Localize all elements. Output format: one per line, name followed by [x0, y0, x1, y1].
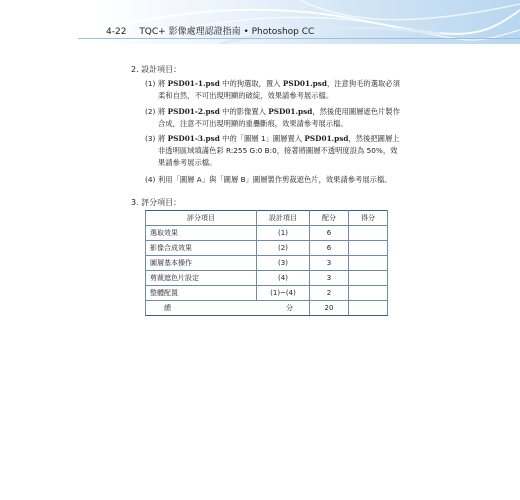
table-row: [146, 286, 388, 301]
column-header: 評分項目: [146, 211, 257, 226]
file-name: PSD01.psd: [268, 107, 313, 116]
total-label: 總 分: [146, 301, 310, 316]
item-number: (1): [145, 79, 156, 88]
table-cell: [349, 226, 388, 241]
column-header: 得分: [349, 211, 388, 226]
table-cell: 剪裁遮色片設定: [146, 271, 257, 286]
file-name: PSD01.psd: [282, 79, 327, 88]
table-cell: (4): [257, 271, 310, 286]
design-item-1: [145, 78, 400, 102]
table-cell: 6: [310, 241, 349, 256]
table-cell: [349, 256, 388, 271]
table-cell: 影像合成效果: [146, 241, 257, 256]
table-row: [146, 256, 388, 271]
table-cell: 選取效果: [146, 226, 257, 241]
table-cell: 6: [310, 226, 349, 241]
item-text: 將 PSD01-3.psd 中的「圖層 1」圖層置入 PSD01.psd，然後把圖層上非透明區域填滿色彩 R:255 G:0 B:0，接著將圖層不透明度設為 50%，效果請參考展示檔。: [158, 134, 400, 167]
table-cell: 3: [310, 256, 349, 271]
item-text: 利用「圖層 A」與「圖層 B」圖層製作剪裁遮色片，效果請參考展示檔。: [158, 175, 392, 184]
table-cell: (1): [257, 226, 310, 241]
item-number: (3): [145, 134, 156, 143]
total-points: 20: [310, 301, 349, 316]
table-cell: 圖層基本操作: [146, 256, 257, 271]
table-cell: (3): [257, 256, 310, 271]
scoring-table: [145, 210, 388, 316]
table-row: [146, 271, 388, 286]
page-number: 4-22: [106, 27, 127, 37]
design-item-3: [145, 133, 400, 169]
item-number: (4): [145, 175, 156, 184]
table-cell: [349, 286, 388, 301]
file-name: PSD01-2.psd: [167, 107, 220, 116]
table-cell: [349, 271, 388, 286]
column-header: 設計項目: [257, 211, 310, 226]
table-cell: (2): [257, 241, 310, 256]
book-title: TQC+ 影像處理認證指南 • Photoshop CC: [139, 27, 315, 37]
table-header-row: [146, 211, 388, 226]
column-header: 配分: [310, 211, 349, 226]
table-cell: 2: [310, 286, 349, 301]
item-text: 將 PSD01-2.psd 中的影像置入 PSD01.psd，然後使用圖層遮色片製作合成，注意不可出現明顯的重疊斷痕，效果請參考展示檔。: [158, 107, 400, 128]
section-heading-scoring: 3. 評分項目：: [131, 198, 182, 207]
table-cell: 整體配置: [146, 286, 257, 301]
design-item-4: [145, 174, 400, 186]
table-total-row: [146, 301, 388, 316]
file-name: PSD01.psd: [304, 134, 349, 143]
design-item-2: [145, 106, 400, 130]
section-heading-design: 2. 設計項目：: [131, 65, 182, 74]
item-text: 將 PSD01-1.psd 中的狗選取，置入 PSD01.psd，注意狗毛的選取必須柔和自然，不可出現明顯的破綻，效果請參考展示檔。: [158, 79, 400, 100]
table-cell: [349, 241, 388, 256]
total-score-cell: [349, 301, 388, 316]
table-cell: 3: [310, 271, 349, 286]
file-name: PSD01-3.psd: [167, 134, 220, 143]
table-cell: (1)~(4): [257, 286, 310, 301]
item-number: (2): [145, 107, 156, 116]
table-row: [146, 241, 388, 256]
file-name: PSD01-1.psd: [167, 79, 220, 88]
table-row: [146, 226, 388, 241]
